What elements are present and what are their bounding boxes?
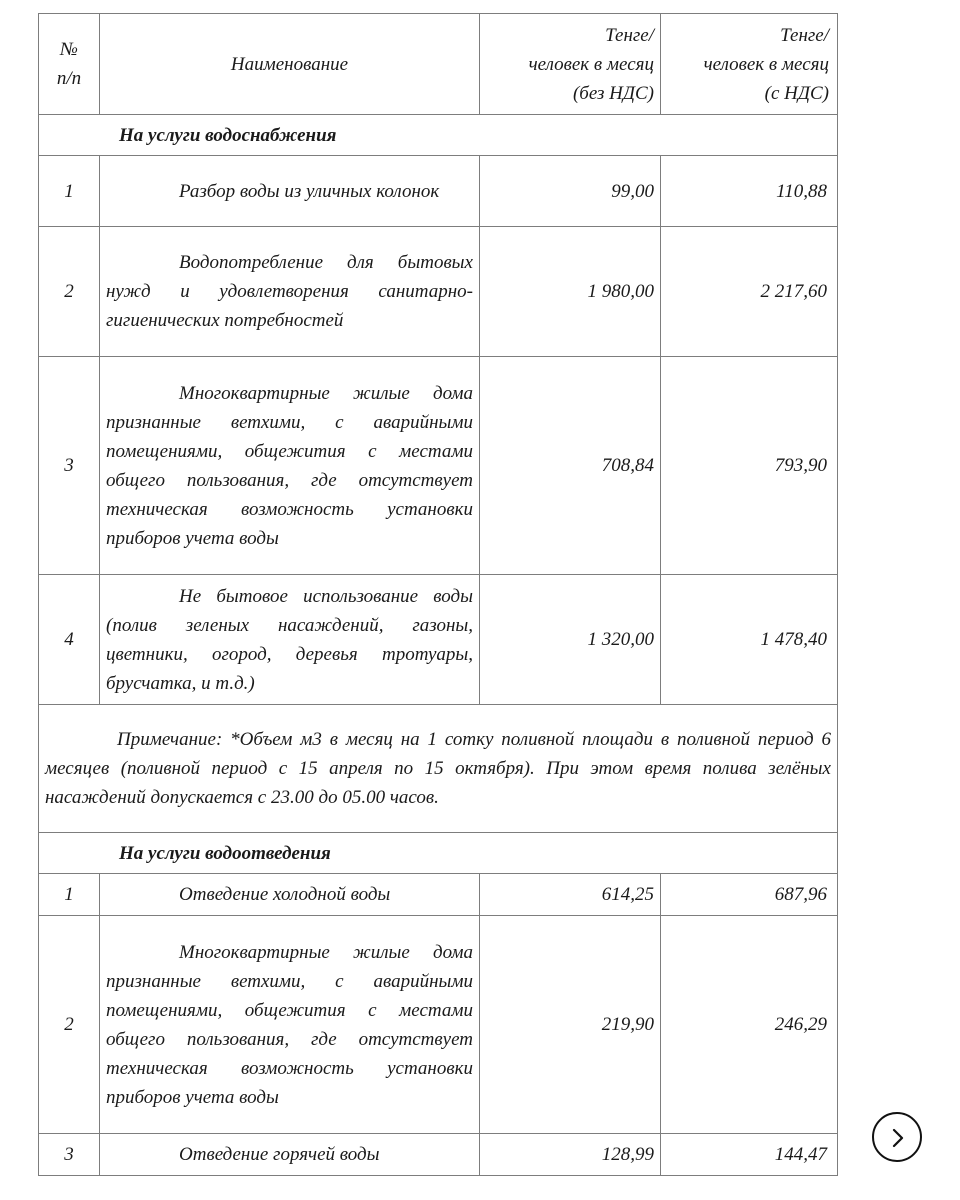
header-number: № п/п [39, 14, 100, 115]
row-price-with-vat: 687,96 [661, 874, 838, 916]
row-price-with-vat: 1 478,40 [661, 575, 838, 705]
section-wastewater [39, 833, 838, 874]
header-name: Наименование [100, 14, 480, 115]
row-name: Многоквартирные жилые дома признанные ветхими, с аварийными помещениями, общежития с местами общего пользования, где отсутствует техническая возможность установки приборов учета воды [100, 357, 480, 575]
next-page-button[interactable] [872, 1112, 922, 1162]
header-price-without-vat: Тенге/ человек в месяц (без НДС) [480, 14, 661, 115]
row-number: 2 [39, 916, 100, 1134]
row-price-without-vat: 128,99 [480, 1134, 661, 1176]
row-number: 4 [39, 575, 100, 705]
row-price-without-vat: 1 320,00 [480, 575, 661, 705]
row-name: Отведение горячей воды [100, 1134, 480, 1176]
row-number: 2 [39, 227, 100, 357]
row-name: Разбор воды из уличных колонок [100, 156, 480, 227]
row-price-without-vat: 614,25 [480, 874, 661, 916]
table-row [39, 874, 838, 916]
note-row [39, 705, 838, 833]
row-name: Отведение холодной воды [100, 874, 480, 916]
row-price-without-vat: 99,00 [480, 156, 661, 227]
table-row [39, 357, 838, 575]
row-price-without-vat: 708,84 [480, 357, 661, 575]
row-number: 3 [39, 357, 100, 575]
chevron-right-icon [887, 1126, 909, 1150]
table-row [39, 227, 838, 357]
row-name: Многоквартирные жилые дома признанные ветхими, с аварийными помещениями, общежития с местами общего пользования, где отсутствует техническая возможность установки приборов учета воды [100, 916, 480, 1134]
row-price-with-vat: 2 217,60 [661, 227, 838, 357]
header-price-with-vat: Тенге/ человек в месяц (с НДС) [661, 14, 838, 115]
row-number: 1 [39, 156, 100, 227]
row-number: 1 [39, 874, 100, 916]
tariff-table [38, 13, 838, 1176]
row-price-with-vat: 144,47 [661, 1134, 838, 1176]
row-price-without-vat: 1 980,00 [480, 227, 661, 357]
section-title: На услуги водоотведения [39, 833, 838, 874]
header-row [39, 14, 838, 115]
note-cell [39, 705, 838, 833]
table-row [39, 156, 838, 227]
note-text: Примечание: *Объем м3 в месяц на 1 сотку поливной площади в поливной период 6 месяцев (поливной период с 15 апреля по 15 октября). При этом время полива зелёных насаждений допускается с 23.00 до 05.00 часов. [45, 729, 831, 808]
row-price-with-vat: 110,88 [661, 156, 838, 227]
section-water-supply [39, 115, 838, 156]
row-number: 3 [39, 1134, 100, 1176]
row-price-with-vat: 793,90 [661, 357, 838, 575]
row-price-without-vat: 219,90 [480, 916, 661, 1134]
row-name: Водопотребление для бытовых нужд и удовлетворения санитарно-гигиенических потребностей [100, 227, 480, 357]
table-row [39, 1134, 838, 1176]
row-name: Не бытовое использование воды (полив зеленых насаждений, газоны, цветники, огород, деревья тротуары, брусчатка, и т.д.) [100, 575, 480, 705]
row-price-with-vat: 246,29 [661, 916, 838, 1134]
table-row [39, 916, 838, 1134]
section-title: На услуги водоснабжения [39, 115, 838, 156]
table-row [39, 575, 838, 705]
